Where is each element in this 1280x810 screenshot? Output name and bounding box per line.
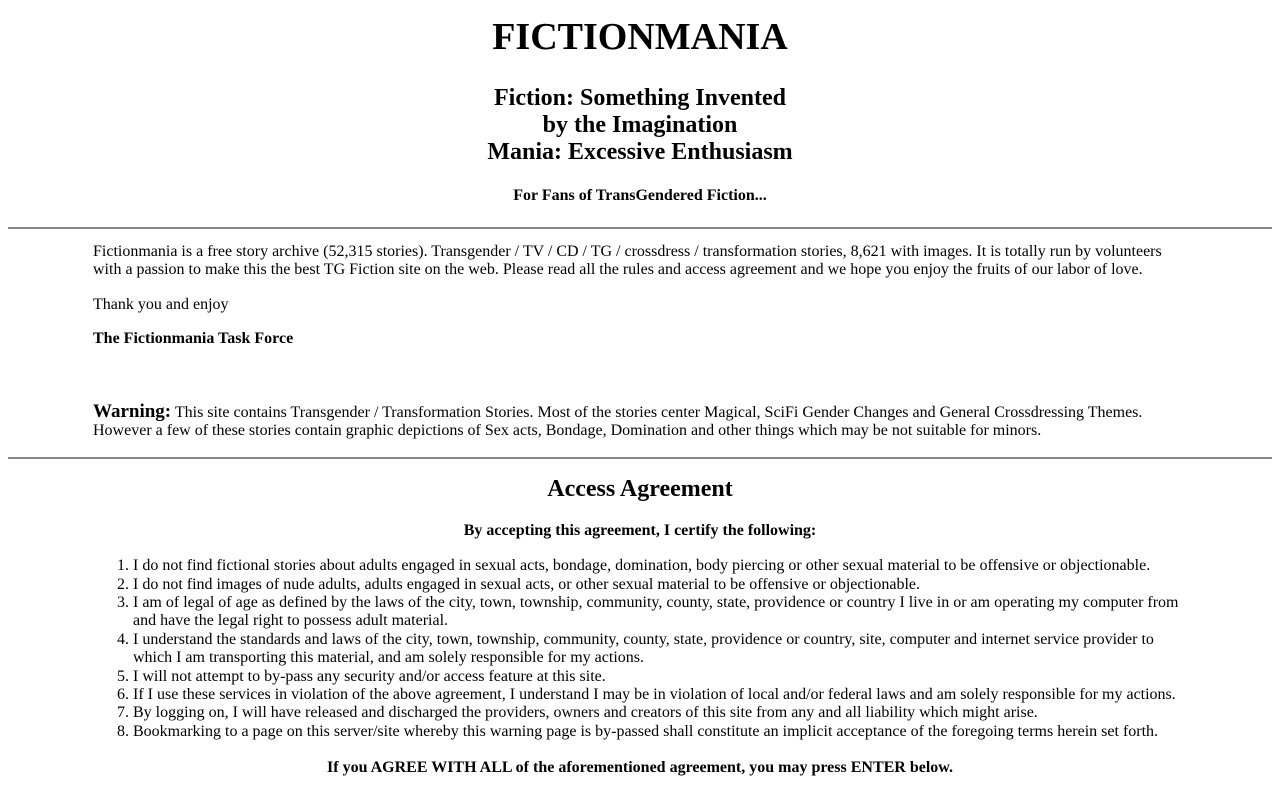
agreement-item: 1. I do not find fictional stories about adults engaged in sexual acts, bondage, domination, body piercing or other sexual material to be offensive or objectionable. bbox=[133, 557, 1182, 575]
task-force-signature: The Fictionmania Task Force bbox=[93, 330, 294, 348]
site-subtitle bbox=[8, 85, 1272, 166]
agreement-list-container bbox=[93, 557, 1182, 741]
agreement-item: 4. I understand the standards and laws of the city, town, township, community, county, state, providence or country, site, computer and internet service provider to which I am transporting this material, and am solely responsible for my actions. bbox=[133, 631, 1182, 668]
agreement-list bbox=[93, 557, 1182, 741]
subtitle-line-3: Mania: Excessive Enthusiasm bbox=[487, 138, 793, 165]
agreement-item: 2. I do not find images of nude adults, adults engaged in sexual acts, or other sexual material to be offensive or objectionable. bbox=[133, 576, 1182, 594]
agreement-item: 6. If I use these services in violation of the above agreement, I understand I may be in violation of local and/or federal laws and am solely responsible for my actions. bbox=[133, 686, 1182, 704]
warning-label: Warning: bbox=[93, 400, 172, 422]
top-divider bbox=[8, 227, 1272, 229]
agreement-item: 8. Bookmarking to a page on this server/site whereby this warning page is by-passed shall constitute an implicit acceptance of the foregoing terms herein set forth. bbox=[133, 723, 1182, 741]
agreement-heading: Access Agreement bbox=[547, 475, 733, 502]
agreement-section bbox=[8, 476, 1272, 802]
subtitle-line-2: by the Imagination bbox=[542, 111, 738, 138]
page-header bbox=[8, 16, 1272, 205]
site-title: FICTIONMANIA bbox=[492, 16, 788, 58]
intro-paragraph: Fictionmania is a free story archive (52,315 stories). Transgender / TV / CD / TG / crossdress / transformation stories, 8,621 with images. It is totally run by volunteers with a passion to make this the best TG Fiction site on the web. Please read all the rules and access agreement and we hope you enjoy the fruits of our labor of love. bbox=[93, 243, 1162, 279]
agreement-subheading: By accepting this agreement, I certify the following: bbox=[463, 521, 817, 539]
agreement-item: 5. I will not attempt to by-pass any security and/or access feature at this site. bbox=[133, 668, 1182, 686]
warning-paragraph bbox=[93, 401, 1182, 441]
mid-divider bbox=[8, 457, 1272, 459]
agreement-item: 7. By logging on, I will have released and discharged the providers, owners and creators of this site from any and all liability which might arise. bbox=[133, 704, 1182, 722]
intro-section bbox=[93, 243, 1182, 441]
agreement-item: 3. I am of legal of age as defined by the laws of the city, town, township, community, county, state, providence or country I live in or am operating my computer from and have the legal right to possess adult material. bbox=[133, 594, 1182, 631]
subtitle-line-1: Fiction: Something Invented bbox=[493, 84, 786, 111]
tagline: For Fans of TransGendered Fiction... bbox=[513, 186, 767, 204]
warning-text: This site contains Transgender / Transformation Stories. Most of the stories center Magical, SciFi Gender Changes and General Crossdressing Themes. However a few of these stories contain graphic depictions of Sex acts, Bondage, Domination and other things which may be not suitable for minors. bbox=[93, 403, 1143, 440]
thanks-text: Thank you and enjoy bbox=[93, 295, 229, 313]
agreement-footer: If you AGREE WITH ALL of the aforementioned agreement, you may press ENTER below. bbox=[327, 759, 953, 777]
